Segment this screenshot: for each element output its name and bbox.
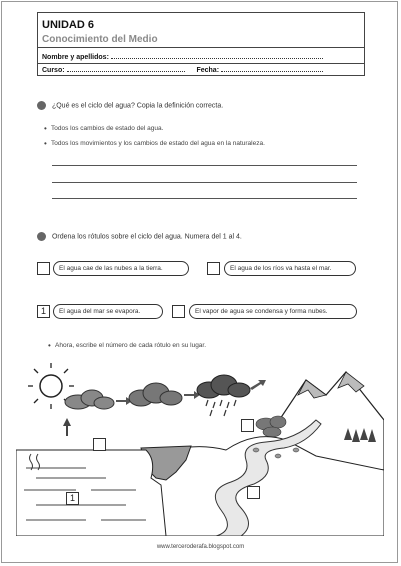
unit-title: UNIDAD 6 (42, 19, 94, 31)
footer-url: www.terceroderafa.blogspot.com (156, 544, 245, 550)
q2-instruction: • Ahora, escribe el número de cada rótulo en su lugar. (55, 342, 206, 349)
q1-option-1: • Todos los cambios de estado del agua. (51, 125, 163, 132)
up-arrow-icon (63, 418, 71, 436)
illustration-box-cloud[interactable] (93, 438, 106, 451)
label-2-text: El agua de los ríos va hasta el mar. (224, 261, 356, 276)
header-rule (38, 47, 364, 48)
worksheet-header (37, 12, 365, 76)
answer-line-1[interactable] (52, 165, 357, 166)
course-field[interactable] (42, 65, 323, 74)
cloud-1-icon (65, 390, 114, 409)
label-1-number-box[interactable] (37, 262, 50, 275)
subject-title: Conocimiento del Medio (42, 34, 158, 45)
cloud-2-icon (129, 383, 182, 406)
illustration-box-sea[interactable]: 1 (66, 492, 79, 505)
course-dotted-line (67, 65, 185, 72)
q1-option-2: • Todos los movimientos y los cambios de estado del agua en la naturaleza. (51, 140, 265, 147)
header-rule-2 (38, 63, 364, 64)
answer-line-3[interactable] (52, 198, 357, 199)
name-dotted-line (111, 52, 323, 59)
water-cycle-illustration (16, 360, 384, 536)
name-label: Nombre y apellidos: (42, 54, 109, 61)
illustration-box-river[interactable] (247, 486, 260, 499)
date-dotted-line (221, 65, 323, 72)
label-1-text: El agua cae de las nubes a la tierra. (53, 261, 189, 276)
name-field[interactable] (42, 52, 323, 61)
question-bullet-icon (37, 232, 46, 241)
question-1 (37, 101, 223, 110)
illustration-box-mountain[interactable] (241, 419, 254, 432)
label-4-text: El vapor de agua se condensa y forma nubes. (189, 304, 357, 319)
question-2 (37, 232, 242, 241)
rain-cloud-icon (197, 375, 250, 416)
label-4-number-box[interactable] (172, 305, 185, 318)
course-label: Curso: (42, 67, 65, 74)
label-3-text: El agua del mar se evapora. (53, 304, 163, 319)
question-bullet-icon (37, 101, 46, 110)
question-2-prompt: Ordena los rótulos sobre el ciclo del agua. Numera del 1 al 4. (51, 233, 242, 241)
arrow-icon (250, 380, 266, 390)
date-label: Fecha: (196, 67, 220, 74)
label-2-number-box[interactable] (207, 262, 220, 275)
label-3-number-box[interactable]: 1 (37, 305, 50, 318)
question-1-prompt: ¿Qué es el ciclo del agua? Copia la definición correcta. (51, 102, 224, 110)
answer-line-2[interactable] (52, 182, 357, 183)
